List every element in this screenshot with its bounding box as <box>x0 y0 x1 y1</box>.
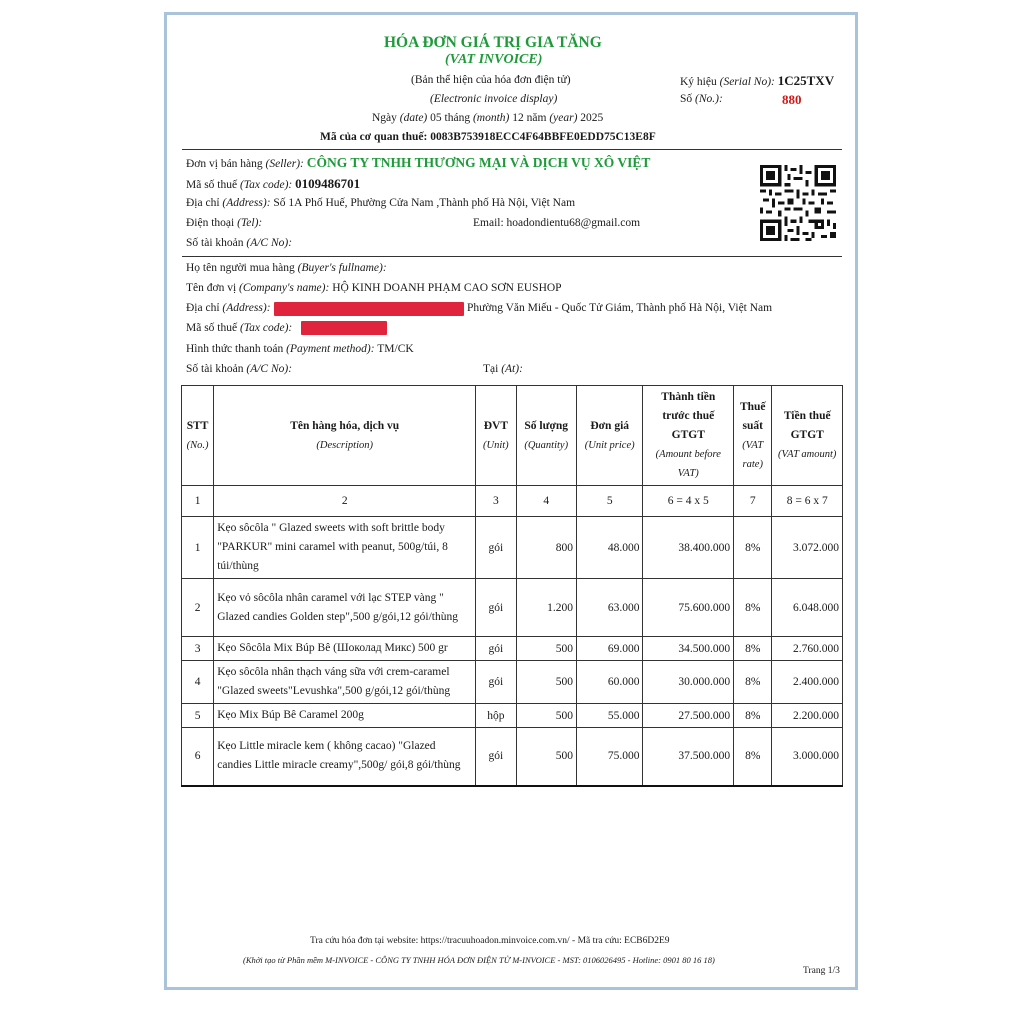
header-cell: Thuế suất (VAT rate) <box>734 386 772 486</box>
seller-email-row <box>473 217 640 229</box>
footer-lookup: Tra cứu hóa đơn tại website: https://tracuuhoadon.minvoice.com.vn/ - Mã tra cứu: ECB6D2E9 <box>310 936 670 946</box>
row-vat-rate: 8% <box>734 728 772 786</box>
table-row <box>182 704 843 728</box>
table-row <box>182 728 843 786</box>
row-unit: gói <box>476 661 516 704</box>
serial-value: 1C25TXV <box>777 73 835 88</box>
buyer-payment-label: Hình thức thanh toán <box>186 343 284 355</box>
seller-account-row <box>186 237 292 249</box>
buyer-tax-row <box>186 322 292 334</box>
row-unit-price: 60.000 <box>576 661 643 704</box>
row-amount: 38.400.000 <box>643 517 734 579</box>
seller-account-label-en: (A/C No): <box>246 237 293 249</box>
number-label: Số <box>680 93 693 105</box>
row-unit-price: 69.000 <box>576 637 643 661</box>
buyer-company-label-en: (Company's name): <box>239 282 330 294</box>
row-vat-amount: 3.000.000 <box>772 728 843 786</box>
row-vat-rate: 8% <box>734 517 772 579</box>
row-description: Kẹo vỏ sôcôla nhân caramel với lạc STEP vàng " Glazed candies Golden step",500 g/gói,12 gói/thùng <box>214 579 476 637</box>
buyer-at-label: Tại <box>483 363 499 375</box>
buyer-account-row <box>186 363 292 375</box>
seller-tax-label: Mã số thuế <box>186 179 238 191</box>
header-cell: Đơn giá (Unit price) <box>576 386 643 486</box>
redacted-address <box>274 302 464 316</box>
tax-authority-code-label: Mã của cơ quan thuế: <box>320 131 428 143</box>
invoice-subtitle: (VAT INVOICE) <box>445 52 543 67</box>
date-nam: năm <box>526 112 547 124</box>
row-vat-rate: 8% <box>734 637 772 661</box>
row-unit: gói <box>476 517 516 579</box>
buyer-account-label: Số tài khoản <box>186 363 244 375</box>
row-amount: 30.000.000 <box>643 661 734 704</box>
date-day: 05 <box>430 112 442 124</box>
buyer-payment: TM/CK <box>377 343 414 355</box>
seller-address: Số 1A Phố Huế, Phường Cửa Nam ,Thành phố Hà Nội, Việt Nam <box>273 197 576 209</box>
table-row <box>182 661 843 704</box>
index-row <box>182 486 843 517</box>
row-unit-price: 63.000 <box>576 579 643 637</box>
number-label-en: (No.): <box>695 93 723 105</box>
row-unit: gói <box>476 728 516 786</box>
row-unit-price: 55.000 <box>576 704 643 728</box>
seller-name-row <box>186 155 650 171</box>
tax-authority-code-value: 0083B753918ECC4F64BBFE0EDD75C13E8F <box>430 131 656 143</box>
buyer-payment-label-en: (Payment method): <box>286 343 375 355</box>
row-quantity: 500 <box>516 704 576 728</box>
row-no: 1 <box>182 517 214 579</box>
row-no: 6 <box>182 728 214 786</box>
row-no: 2 <box>182 579 214 637</box>
row-vat-amount: 2.400.000 <box>772 661 843 704</box>
display-note-en: (Electronic invoice display) <box>430 93 558 105</box>
buyer-payment-row <box>186 343 414 355</box>
row-unit-price: 48.000 <box>576 517 643 579</box>
invoice-number-label <box>680 93 723 105</box>
buyer-fullname-row <box>186 262 387 274</box>
row-amount: 27.500.000 <box>643 704 734 728</box>
row-description: Kẹo Mix Búp Bê Caramel 200g <box>214 704 476 728</box>
seller-phone-label-en: (Tel): <box>237 217 263 229</box>
divider <box>182 149 842 150</box>
row-amount: 37.500.000 <box>643 728 734 786</box>
buyer-company-row <box>186 282 562 294</box>
tax-authority-code <box>320 131 656 143</box>
serial-label: Ký hiệu <box>680 76 717 88</box>
index-cell: 4 <box>516 486 576 517</box>
row-vat-amount: 2.200.000 <box>772 704 843 728</box>
buyer-at-label-en: (At): <box>501 363 523 375</box>
row-unit-price: 75.000 <box>576 728 643 786</box>
row-description: Kẹo sôcôla nhân thạch váng sữa với crem-caramel "Glazed sweets"Levushka",500 g/gói,12 gói/thùng <box>214 661 476 704</box>
row-quantity: 1.200 <box>516 579 576 637</box>
date-ngay: Ngày <box>372 112 397 124</box>
qr-code-icon <box>760 165 836 241</box>
index-cell: 7 <box>734 486 772 517</box>
buyer-account-label-en: (A/C No): <box>246 363 293 375</box>
serial-number <box>680 73 834 89</box>
row-quantity: 500 <box>516 637 576 661</box>
row-vat-amount: 3.072.000 <box>772 517 843 579</box>
row-description: Kẹo Sôcôla Mix Búp Bê (Шоколад Микс) 500 gr <box>214 637 476 661</box>
buyer-address-row <box>186 302 271 314</box>
footer-software: (Khởi tạo từ Phần mềm M-INVOICE - CÔNG TY TNHH HÓA ĐƠN ĐIỆN TỬ M-INVOICE - MST: 0106026495 - Hotline: 0901 80 16 18) <box>243 955 715 965</box>
seller-name: CÔNG TY TNHH THƯƠNG MẠI VÀ DỊCH VỤ XÔ VIỆT <box>306 155 651 170</box>
index-cell: 6 = 4 x 5 <box>643 486 734 517</box>
seller-address-row <box>186 197 575 209</box>
redacted-tax-code <box>301 321 387 335</box>
seller-label-en: (Seller): <box>265 158 304 170</box>
row-amount: 34.500.000 <box>643 637 734 661</box>
index-cell: 3 <box>476 486 516 517</box>
row-vat-rate: 8% <box>734 661 772 704</box>
row-quantity: 800 <box>516 517 576 579</box>
row-amount: 75.600.000 <box>643 579 734 637</box>
seller-tax-label-en: (Tax code): <box>239 179 293 191</box>
buyer-company: HỘ KINH DOANH PHẠM CAO SƠN EUSHOP <box>332 282 562 294</box>
table-row <box>182 517 843 579</box>
items-table <box>181 385 843 787</box>
buyer-tax-label-en: (Tax code): <box>239 322 293 334</box>
buyer-fullname-label-en: (Buyer's fullname): <box>297 262 387 274</box>
row-description: Kẹo sôcôla " Glazed sweets with soft brittle body "PARKUR" mini caramel with peanut, 500g/túi, 8 túi/thùng <box>214 517 476 579</box>
row-unit: hộp <box>476 704 516 728</box>
serial-label-en: (Serial No): <box>719 76 775 88</box>
date-en: (date) <box>399 112 428 124</box>
seller-phone-row <box>186 217 262 229</box>
seller-address-label-en: (Address): <box>222 197 271 209</box>
header-cell: Tiền thuế GTGT (VAT amount) <box>772 386 843 486</box>
date-year-en: (year) <box>549 112 578 124</box>
seller-address-label: Địa chỉ <box>186 197 220 209</box>
seller-tax-code: 0109486701 <box>295 176 361 191</box>
row-quantity: 500 <box>516 661 576 704</box>
buyer-tax-label: Mã số thuế <box>186 322 238 334</box>
row-vat-rate: 8% <box>734 704 772 728</box>
buyer-address-label: Địa chỉ <box>186 302 220 314</box>
seller-label: Đơn vị bán hàng <box>186 158 263 170</box>
index-cell: 8 = 6 x 7 <box>772 486 843 517</box>
buyer-fullname-label: Họ tên người mua hàng <box>186 262 295 274</box>
buyer-company-label: Tên đơn vị <box>186 282 237 294</box>
page-number: Trang 1/3 <box>803 966 840 976</box>
date-thang: tháng <box>444 112 471 124</box>
seller-email: hoadondientu68@gmail.com <box>506 217 641 229</box>
row-vat-amount: 6.048.000 <box>772 579 843 637</box>
seller-email-label: Email: <box>473 217 504 229</box>
header-cell: Tên hàng hóa, dịch vụ (Description) <box>214 386 476 486</box>
display-note-vn: (Bản thể hiện của hóa đơn điện tử) <box>411 74 571 86</box>
row-no: 3 <box>182 637 214 661</box>
date-year: 2025 <box>580 112 604 124</box>
invoice-date <box>372 112 603 124</box>
header-cell: Số lượng (Quantity) <box>516 386 576 486</box>
header-cell: STT (No.) <box>182 386 214 486</box>
row-unit: gói <box>476 637 516 661</box>
buyer-address-label-en: (Address): <box>222 302 271 314</box>
row-vat-rate: 8% <box>734 579 772 637</box>
table-row <box>182 637 843 661</box>
divider <box>182 256 842 257</box>
table-header-row <box>182 386 843 486</box>
index-cell: 1 <box>182 486 214 517</box>
date-month-en: (month) <box>472 112 510 124</box>
seller-account-label: Số tài khoản <box>186 237 244 249</box>
row-quantity: 500 <box>516 728 576 786</box>
index-cell: 2 <box>214 486 476 517</box>
seller-phone-label: Điện thoại <box>186 217 235 229</box>
row-vat-amount: 2.760.000 <box>772 637 843 661</box>
seller-tax-row <box>186 176 360 192</box>
buyer-address-tail: Phường Văn Miếu - Quốc Tử Giám, Thành phố Hà Nội, Việt Nam <box>467 302 773 314</box>
table-row <box>182 579 843 637</box>
index-cell: 5 <box>576 486 643 517</box>
row-unit: gói <box>476 579 516 637</box>
buyer-at-row <box>483 363 523 375</box>
invoice-title: HÓA ĐƠN GIÁ TRỊ GIA TĂNG <box>384 34 602 51</box>
invoice-number: 880 <box>782 92 802 107</box>
row-no: 5 <box>182 704 214 728</box>
header-cell: ĐVT (Unit) <box>476 386 516 486</box>
row-no: 4 <box>182 661 214 704</box>
row-description: Kẹo Little miracle kem ( không cacao) "Glazed candies Little miracle creamy",500g/ gói,8 gói/thùng <box>214 728 476 786</box>
header-cell: Thành tiền trước thuế GTGT (Amount before VAT) <box>643 386 734 486</box>
date-month: 12 <box>512 112 524 124</box>
